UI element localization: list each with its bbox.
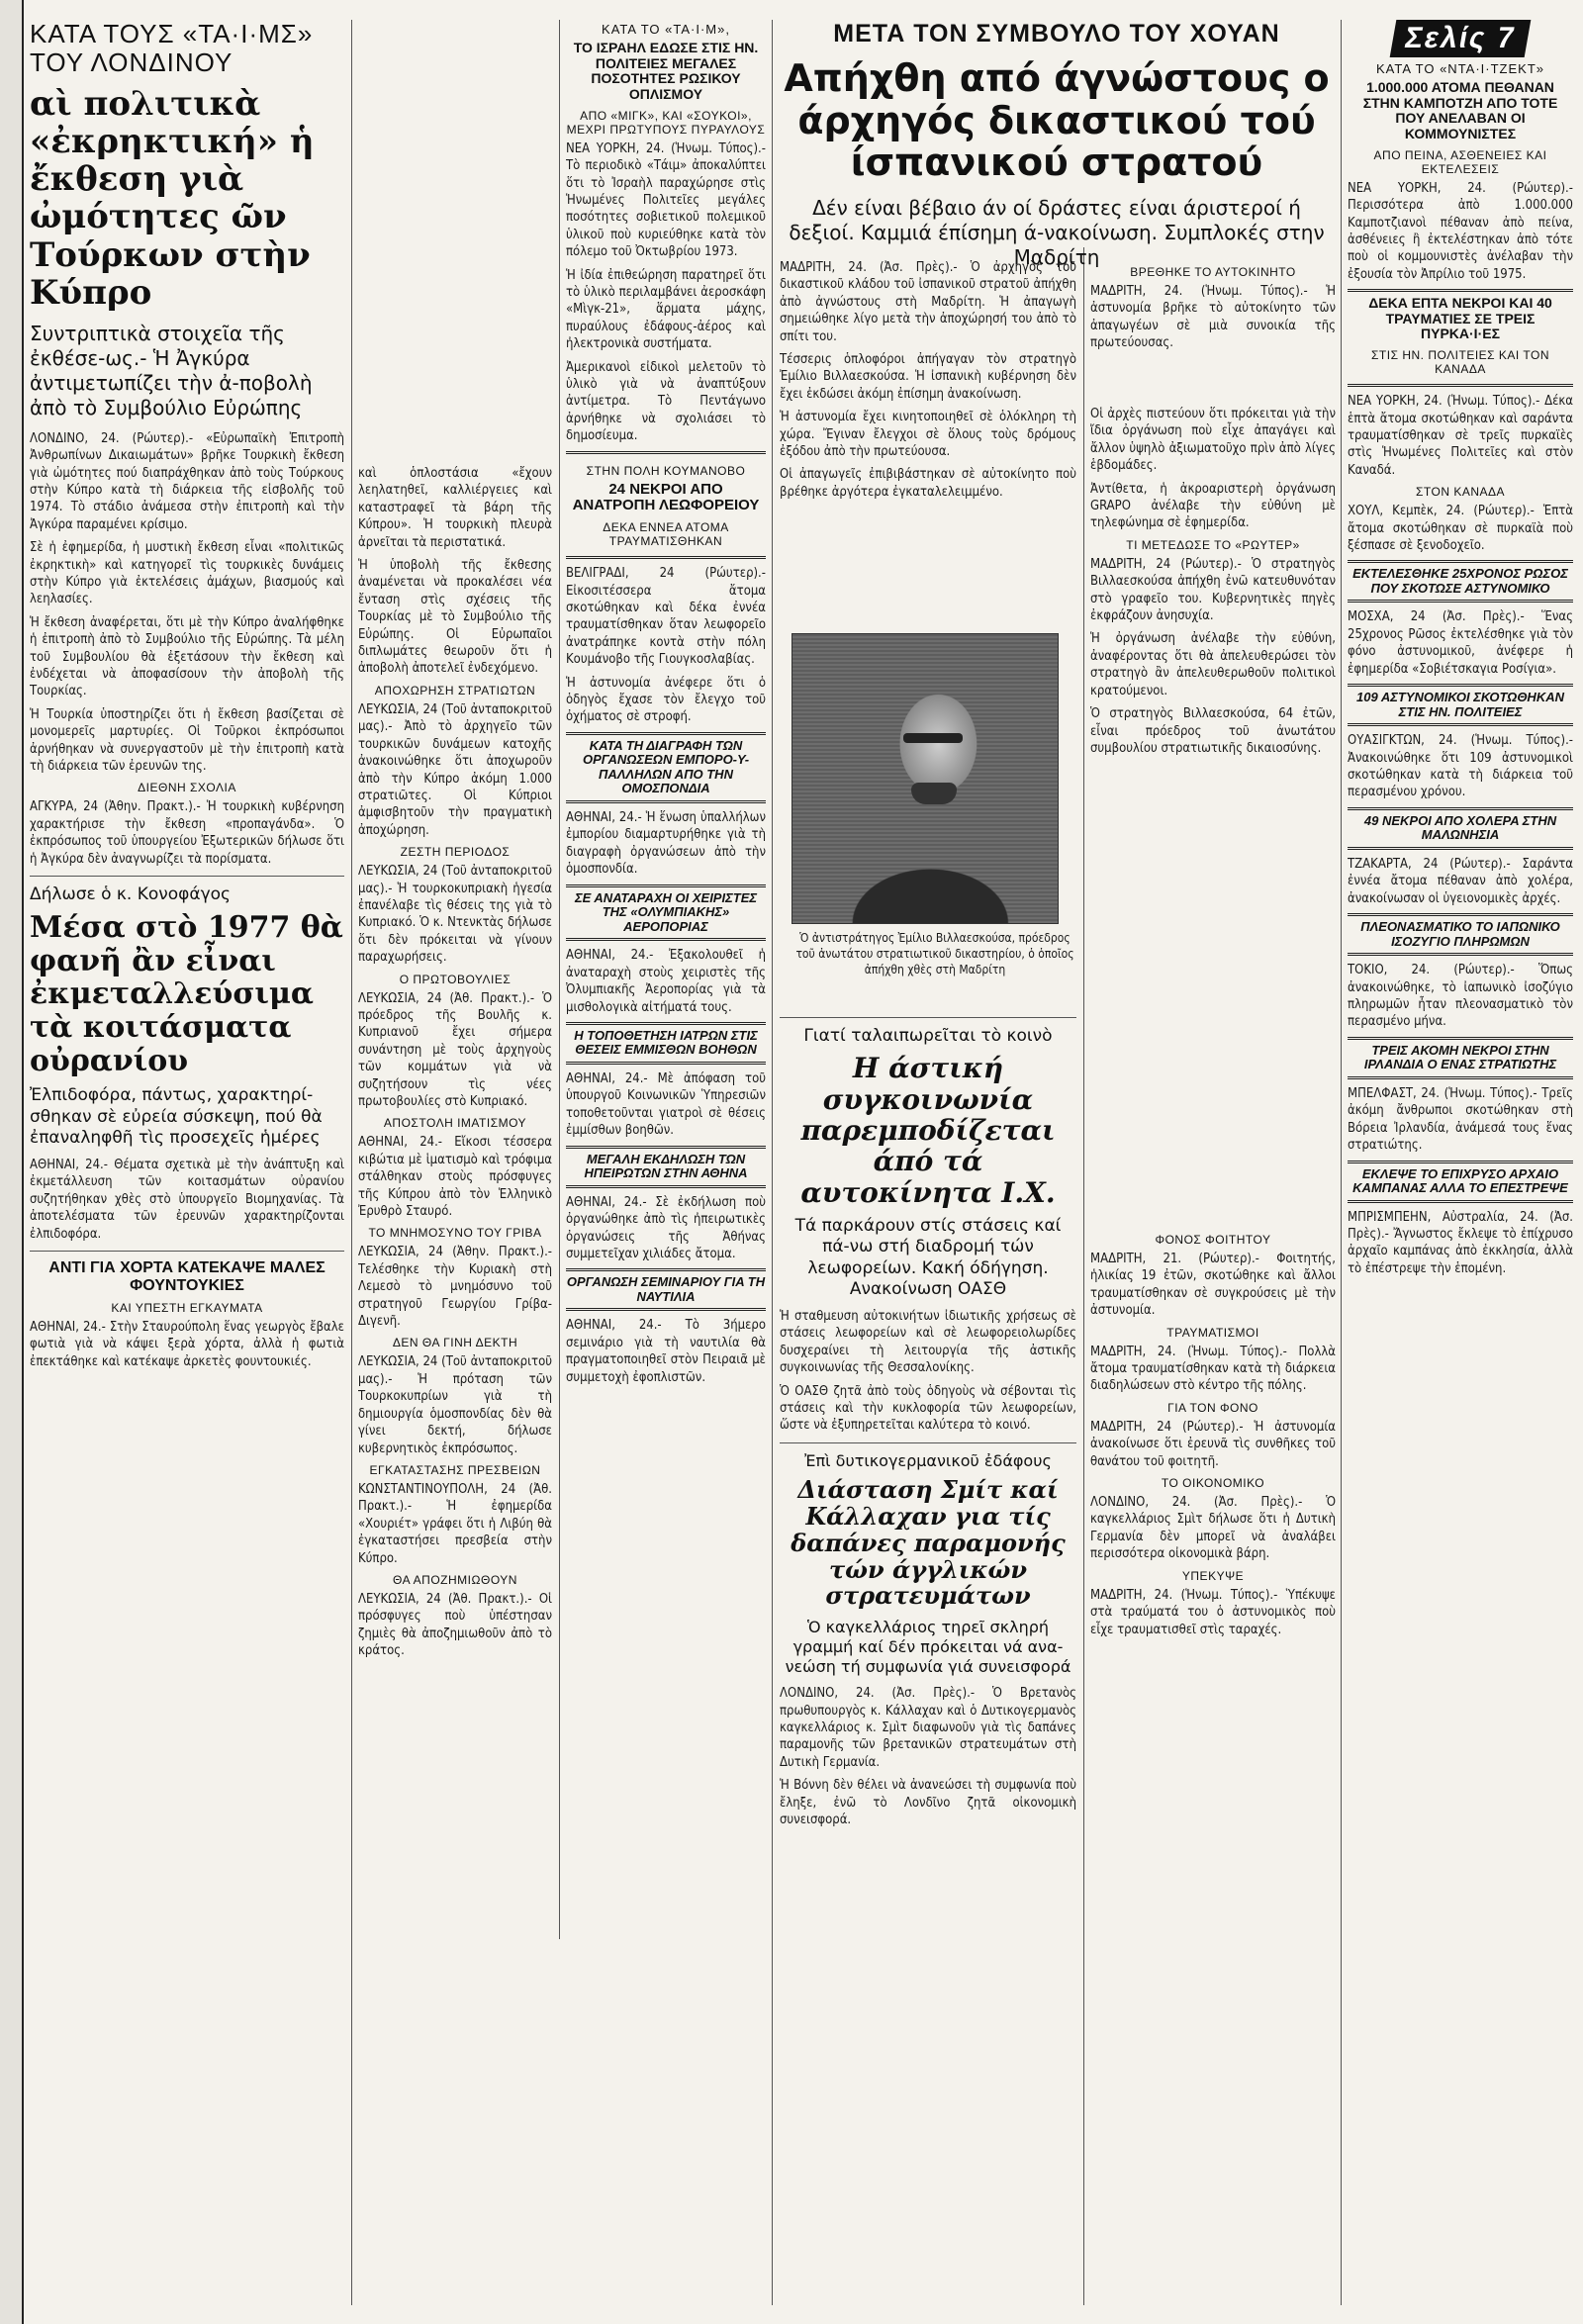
article-body: ΑΘΗΝΑΙ, 24.- Ἐξακολουθεῖ ἡ ἀναταραχὴ στοὺς χειριστὲς τῆς Ὀλυμπιακῆς Ἀεροπορίας γιὰ τὰ μισθολογικὰ αἰτήματά τους.	[566, 948, 766, 1015]
section-subhead: ΒΡΕΘΗΚΕ ΤΟ ΑΥΤΟΚΙΝΗΤΟ	[1130, 265, 1296, 279]
divider	[30, 1251, 344, 1252]
news-brief	[566, 1022, 766, 1065]
article-kicker: Ἐπὶ δυτικογερμανικοῦ ἐδάφους	[804, 1450, 1052, 1470]
article-body: ΜΑΔΡΙΤΗ, 24 (Ρώυτερ).- Ἡ ἀστυνομία ἀνακοίνωσε ὅτι ἐρευνᾶ τὶς συνθῆκες τοῦ θανάτου τοῦ φοιτητῆ.	[1090, 1419, 1336, 1469]
article-headline: Η άστική συγκοινωνία παρεμποδίζεται άπό τά αυτοκίνητα Ι.Χ.	[800, 1052, 1056, 1209]
article-body: Ἡ Τουρκία ὑποστηρίζει ὅτι ἡ ἔκθεση βασίζεται σὲ μονομερεῖς μαρτυρίες. Οἱ Τοῦρκοι ἐκπρόσωποι ἀρνήθηκαν νὰ συνεργαστοῦν μὲ τὴν ἐπιτροπὴ κατὰ τὴ διάρκεια τῶν ἐρευνῶν της.	[30, 706, 344, 774]
news-brief	[566, 1268, 766, 1311]
article-deck: Ὁ καγκελλάριος τηρεῖ σκληρή γραμμή καί δέν πρόκειται νά ανα-νεώση τή συμφωνία γιά συνεισφορά	[785, 1618, 1071, 1677]
article-body: Ὁ ΟΑΣΘ ζητᾶ ἀπὸ τοὺς ὁδηγοὺς νὰ σέβονται τὶς στάσεις καὶ τὴν κυκλοφορία τῶν λεωφορείων, ὥστε νὰ ἐξυπηρετεῖται καλύτερα τὸ κοινό.	[780, 1383, 1076, 1434]
news-brief	[566, 732, 766, 803]
section-subhead: ΣΤΗΝ ΠΟΛΗ ΚΟΥΜΑΝΟΒΟ	[586, 463, 746, 478]
article-body: ΜΑΔΡΙΤΗ, 24. (Ἡνωμ. Τύπος).- Ὑπέκυψε στὰ τραύματά του ὁ ἀστυνομικὸς ποὺ εἶχε τραυματισθεῖ στὶς ταραχές.	[1090, 1587, 1336, 1637]
section-subhead: ΔΙΕΘΝΗ ΣΧΟΛΙΑ	[138, 781, 236, 795]
column-rule	[1083, 247, 1084, 2305]
section-subhead: ΥΠΕΚΥΨΕ	[1181, 1568, 1245, 1583]
article-body: καὶ ὁπλοστάσια «ἔχουν λεηλατηθεῖ, καλλιέργειες καὶ καταστραφεῖ τὰ βάρη τῆς Κύπρου». Ἡ τουρκικὴ πλευρὰ ἀρνεῖται τὰ περιστατικά.	[358, 466, 552, 550]
article-body: Ὁ στρατηγὸς Βιλλαεσκούσα, 64 ἐτῶν, εἶναι πρόεδρος τοῦ ἀνωτάτου συμβουλίου στρατιωτικῆς δικαιοσύνης.	[1090, 706, 1336, 756]
article-headline: 49 ΝΕΚΡΟΙ ΑΠΟ ΧΟΛΕΡΑ ΣΤΗΝ ΜΑΛΩΝΗΣΙΑ	[1363, 812, 1557, 843]
article-body: Σὲ ἡ ἐφημερίδα, ἡ μυστικὴ ἔκθεση εἶναι «πολιτικῶς ἐκρηκτικὴ» καὶ κατηγορεῖ τὶς τουρκικὲς δυνάμεις στὴν Κύπρο γιὰ ἐκτελέσεις ἀμάχων, βιασμούς καὶ λεηλασίες.	[30, 540, 344, 607]
section-subhead: ΑΠΟ «ΜΙΓΚ», ΚΑΙ «ΣΟΥΚΟΙ», ΜΕΧΡΙ ΠΡΩΤΥΠΟΥΣ ΠΥΡΑΥΛΟΥΣ	[566, 108, 766, 137]
photo-block	[792, 633, 1078, 983]
column-1	[30, 20, 344, 2315]
news-brief	[1348, 1161, 1573, 1203]
article-body: Ἡ ὑποβολὴ τῆς ἔκθεσης ἀναμένεται νὰ προκαλέσει νέα ἔνταση στὶς σχέσεις τῆς Τουρκίας μὲ τὸ Συμβούλιο τῆς Εὐρώπης. Οἱ Εὐρωπαῖοι διπλωμάτες θεωροῦν ὅτι ἡ ἀποβολὴ ἀποτελεῖ ἐνδεχόμενο.	[358, 558, 552, 677]
column-2	[358, 465, 552, 2305]
article-kicker: ΜΕΤΑ ΤΟΝ ΣΥΜΒΟΥΛΟ ΤΟΥ ΧΟΥΑΝ	[833, 20, 1280, 47]
article-body: ΑΘΗΝΑΙ, 24.- Σὲ ἐκδήλωση ποὺ ὀργανώθηκε ἀπὸ τὶς ἠπειρωτικὲς ὀργανώσεις τῆς Ἀθήνας συμμετεῖχαν χιλιάδες ἄτομα.	[566, 1194, 766, 1261]
article-headline: ΑΝΤΙ ΓΙΑ ΧΟΡΤΑ ΚΑΤΕΚΑΨΕ ΜΑΛΕΣ ΦΟΥΝΤΟΥΚΙΕΣ	[48, 1259, 326, 1294]
article-body: Ἡ ἀστυνομία ἀνέφερε ὅτι ὁ ὁδηγὸς ἔχασε τὸν ἔλεγχο τοῦ ὀχήματος σὲ στροφή.	[566, 675, 766, 725]
article-body: ΑΘΗΝΑΙ, 24.- Στὴν Σταυρούπολη ἕνας γεωργὸς ἔβαλε φωτιὰ γιὰ νὰ κάψει ξερὰ χόρτα, ἀλλὰ ἡ φωτιὰ ἐπεκτάθηκε καὶ κατέκαψε ἀρκετὲς φουντουκιές.	[30, 1319, 344, 1369]
column-rule	[351, 20, 352, 2305]
article-body: ΟΥΑΣΙΓΚΤΩΝ, 24. (Ἡνωμ. Τύπος).- Ἀνακοινώθηκε ὅτι 109 ἀστυνομικοὶ σκοτώθηκαν κατὰ τὴ διάρκεια τοῦ περασμένου χρόνου.	[1348, 733, 1573, 800]
article-body: ΜΑΔΡΙΤΗ, 24. (Ἡνωμ. Τύπος).- Ἡ ἀστυνομία βρῆκε τὸ αὐτοκίνητο τῶν ἀπαγωγέων σὲ μιὰ συνοικία τῆς πρωτεύουσας.	[1090, 284, 1336, 351]
article-headline: Μέσα στὸ 1977 θὰ φανῆ ἂν εἶναι ἐκμεταλλεύσιμα τὰ κοιτάσματα οὐρανίου	[30, 910, 343, 1078]
article-body: ΑΓΚΥΡΑ, 24 (Ἀθην. Πρακτ.).- Ἡ τουρκικὴ κυβέρνηση χαρακτήρισε τὴν ἔκθεση «προπαγάνδα». Ὁ ἐκπρόσωπος τοῦ ὑπουργείου Ἐξωτερικῶν δήλωσε ὅτι ἡ Ἀγκύρα δὲν ἀναγνωρίζει τὰ πορίσματα.	[30, 799, 344, 867]
article-body: ΤΟΚΙΟ, 24. (Ρώυτερ).- Ὅπως ἀνακοινώθηκε, τὸ ἰαπωνικὸ ἰσοζύγιο πληρωμῶν ἦταν πλεονασματικὸ τὸν περασμένο μήνα.	[1348, 963, 1573, 1030]
page-number-badge	[1348, 20, 1573, 57]
article-body: ΛΕΥΚΩΣΙΑ, 24 (Τοῦ ἀνταποκριτοῦ μας).- Ἡ πρόταση τῶν Τουρκοκυπρίων γιὰ τὴ δημιουργία ὁμοσπονδίας δὲν θὰ γίνει δεκτή, δήλωσε κυβερνητικὸς ἐκπρόσωπος.	[358, 1354, 552, 1456]
article-body: ΜΠΕΛΦΑΣΤ, 24. (Ἡνωμ. Τύπος).- Τρεῖς ἀκόμη ἄνθρωποι σκοτώθηκαν στὴ Βόρεια Ἰρλανδία, ἀνάμεσά τους ἕνας στρατιώτης.	[1348, 1085, 1573, 1154]
article-body: Ἡ σταθμευση αὐτοκινήτων ἰδιωτικῆς χρήσεως σὲ στάσεις λεωφορείων καὶ σὲ λεωφορειολωρίδες δυσχεραίνει τὴ λειτουργία τῆς ἀστικῆς συγκοινωνίας τῆς Θεσσαλονίκης.	[780, 1309, 1076, 1376]
section-subhead: ΤΡΑΥΜΑΤΙΣΜΟΙ	[1166, 1325, 1259, 1340]
article-headline: ΚΑΤΑ ΤΗ ΔΙΑΓΡΑΦΗ ΤΩΝ ΟΡΓΑΝΩΣΕΩΝ ΕΜΠΟΡΟ-Υ-ΠΑΛΛΗΛΩΝ ΑΠΟ ΤΗΝ ΟΜΟΣΠΟΝΔΙΑ	[582, 737, 750, 796]
section-subhead: ΤΟ ΜΝΗΜΟΣΥΝΟ ΤΟΥ ΓΡΙΒΑ	[368, 1226, 542, 1241]
article-body: ΛΟΝΔΙΝΟ, 24. (Ἀσ. Πρὲς).- Ὁ καγκελλάριος Σμὶτ δήλωσε ὅτι ἡ Δυτικὴ Γερμανία δὲν μπορεῖ νὰ ἀναλάβει περισσότερα οἰκονομικὰ βάρη.	[1090, 1495, 1336, 1562]
article-body: ΜΑΔΡΙΤΗ, 24 (Ρώυτερ).- Ὁ στρατηγὸς Βιλλαεσκούσα ἀπήχθη ἐνῶ κατευθυνόταν στὸ γραφεῖο του. Κυβερνητικὲς πηγὲς ἐκφράζουν ἀνησυχία.	[1090, 556, 1336, 624]
article-body: ΛΕΥΚΩΣΙΑ, 24 (Ἀθην. Πρακτ.).- Τελέσθηκε τὴν Κυριακὴ στὴ Λεμεσὸ τὸ μνημόσυνο τοῦ στρατηγοῦ Γεωργίου Γρίβα-Διγενῆ.	[358, 1245, 552, 1330]
section-subhead: ΤΟ ΟΙΚΟΝΟΜΙΚΟ	[1161, 1476, 1265, 1491]
article-headline: ΠΛΕΟΝΑΣΜΑΤΙΚΟ ΤΟ ΙΑΠΩΝΙΚΟ ΙΣΟΖΥΓΙΟ ΠΛΗΡΩΜΩΝ	[1360, 919, 1560, 949]
section-subhead: ΑΠΟ ΠΕΙΝΑ, ΑΣΘΕΝΕΙΕΣ ΚΑΙ ΕΚΤΕΛΕΣΕΙΣ	[1373, 147, 1547, 176]
column-6	[1348, 20, 1573, 2315]
article-kicker: ΚΑΤΑ ΤΟΥΣ «ΤΑ·Ι·ΜΣ» ΤΟΥ ΛΟΝΔΙΝΟΥ	[30, 20, 314, 78]
article-body: ΛΕΥΚΩΣΙΑ, 24 (Τοῦ ἀνταποκριτοῦ μας).- Ἀπὸ τὸ ἀρχηγεῖο τῶν τουρκικῶν δυνάμεων κατοχῆς ἀνακοινώθηκε ὅτι ἀποχωροῦν ἀπὸ τὴν Κύπρο ἀκόμη 1.000 στρατιῶτες. Οἱ Κύπριοι ἀμφισβητοῦν τὴν πραγματικὴ ἀποχώρηση.	[358, 701, 552, 838]
photo-caption: Ὁ ἀντιστράτηγος Ἐμίλιο Βιλλαεσκούσα, πρόεδρος τοῦ ἀνωτάτου στρατιωτικοῦ δικαστηρίου, ὁ ὁποῖος ἀπήχθη χθὲς στὴ Μαδρίτη	[795, 931, 1074, 977]
article-deck: Δέν είναι βέβαιο άν οί δράστες είναι άριστεροί ή δεξιοί. Καμμιά έπίσημη ά-νακοίνωση. Συμπλοκές στην Μαδρίτη	[789, 195, 1325, 267]
article-headline: αὶ πολιτικὰ «ἐκρηκτική» ἡ ἔκθεση γιὰ ὠμότητες ῶν Τούρκων στὴν Κύπρο	[30, 84, 315, 313]
article-headline: Απήχθη από άγνώστους ο άρχηγός δικαστικού τού ίσπανικού στρατού	[784, 56, 1330, 185]
news-brief	[1348, 289, 1573, 387]
article-headline: 24 ΝΕΚΡΟΙ ΑΠΟ ΑΝΑΤΡΟΠΗ ΛΕΩΦΟΡΕΙΟΥ	[572, 480, 760, 514]
section-subhead: ΔΕΚΑ ΕΝΝΕΑ ΑΤΟΜΑ ΤΡΑΥΜΑΤΙΣΘΗΚΑΝ	[603, 520, 729, 549]
article-body: ΜΑΔΡΙΤΗ, 21. (Ρώυτερ).- Φοιτητής, ἡλικίας 19 ἐτῶν, σκοτώθηκε καὶ ἄλλοι τραυματίσθηκαν σὲ συγκρούσεις μὲ τὴν ἀστυνομία.	[1090, 1252, 1336, 1319]
article-body: Ἡ ἰδία ἐπιθεώρηση παρατηρεῖ ὅτι τὸ ὑλικὸ περιλαμβάνει ἀεροσκάφη «Μὶγκ-21», ἅρματα μάχης, πυραύλους ἐδάφους-ἀέρος καὶ ἠλεκτρονικὰ συστήματα.	[566, 267, 766, 352]
article-body: ΑΘΗΝΑΙ, 24.- Εἴκοσι τέσσερα κιβώτια μὲ ἱματισμὸ καὶ τρόφιμα στάλθηκαν στοὺς πρόσφυγες τῆς Κύπρου ἀπὸ τὸν Ἑλληνικὸ Ἐρυθρὸ Σταυρό.	[358, 1135, 552, 1220]
section-subhead: ΣΤΟΝ ΚΑΝΑΔΑ	[1415, 485, 1506, 500]
article-kicker: ΚΑΤΑ ΤΟ «ΝΤΑ·Ι·ΤΖΕΚΤ»	[1375, 61, 1545, 76]
section-subhead: ΚΑΙ ΥΠΕΣΤΗ ΕΓΚΑΥΜΑΤΑ	[111, 1300, 263, 1315]
column-rule	[559, 20, 560, 1939]
section-subhead: ΣΤΙΣ ΗΝ. ΠΟΛΙΤΕΙΕΣ ΚΑΙ ΤΟΝ ΚΑΝΑΔΑ	[1371, 348, 1549, 377]
section-subhead: ΘΑ ΑΠΟΖΗΜΙΩΘΟΥΝ	[393, 1572, 517, 1587]
article-kicker: Δήλωσε ὁ κ. Κονοφάγος	[30, 884, 232, 905]
article-body: ΑΘΗΝΑΙ, 24.- Ἡ ἕνωση ὑπαλλήλων ἐμπορίου διαμαρτυρήθηκε γιὰ τὴ διαγραφὴ ὀργανώσεων ἀπὸ τὴν ὁμοσπονδία.	[566, 810, 766, 878]
section-subhead: ΑΠΟΧΩΡΗΣΗ ΣΤΡΑΤΙΩΤΩΝ	[374, 683, 536, 697]
section-subhead: ΓΙΑ ΤΟΝ ΦΟΝΟ	[1167, 1400, 1258, 1415]
article-headline: 1.000.000 ΑΤΟΜΑ ΠΕΘΑΝΑΝ ΣΤΗΝ ΚΑΜΠΟΤΖΗ ΑΠΟ ΤΟΤΕ ΠΟΥ ΑΝΕΛΑΒΑΝ ΟΙ ΚΟΜΜΟΥΝΙΣΤΕΣ	[1362, 79, 1558, 142]
article-body: ΛΟΝΔΙΝΟ, 24. (Ρώυτερ).- «Εὐρωπαϊκὴ Ἐπιτροπὴ Ἀνθρωπίνων Δικαιωμάτων» βρῆκε Τουρκικὴ ἔκθεση γιὰ ὠμότητες πού διαπράχθηκαν ἀπὸ τοὺς Τούρκους στὴν Κύπρο κατὰ τὴ διάρκεια τῆς εἰσβολῆς τοῦ 1974. Τὸ στάδιο ἀνάμεσα στὴν ἐπιτροπὴ καὶ τὴν Ἀγκύρα παραμένει κρίσιμο.	[30, 430, 344, 532]
article-headline: Η ΤΟΠΟΘΕΤΗΣΗ ΙΑΤΡΩΝ ΣΤΙΣ ΘΕΣΕΙΣ ΕΜΜΙΣΘΩΝ ΒΟΗΘΩΝ	[574, 1027, 758, 1058]
column-5-mid	[1090, 406, 1336, 999]
article-body: ΜΠΡΙΣΜΠΕΗΝ, Αὐστραλία, 24. (Ἀσ. Πρὲς).- Ἄγνωστος ἔκλεψε τὸ ἐπίχρυσο ἀρχαῖο καμπάνας ἀπὸ ἐκκλησία, ἀλλὰ τὸ ἐπέστρεψε τὴν ἑπομένη.	[1348, 1209, 1573, 1276]
lead-story-header	[780, 20, 1334, 267]
article-body: ΤΖΑΚΑΡΤΑ, 24 (Ρώυτερ).- Σαράντα ἐννέα ἄτομα πέθαναν ἀπὸ χολέρα, ἀνακοίνωσαν οἱ ὑγειονομικὲς ἀρχές.	[1348, 856, 1573, 906]
page-number: Σελίς 7	[1390, 20, 1532, 57]
article-body: Ἡ Βόννη δὲν θέλει νὰ ἀνανεώσει τὴ συμφωνία ποὺ ἔληξε, ἐνῶ τὸ Λονδῖνο ζητᾶ οἰκονομικὴ συνεισφορά.	[780, 1778, 1076, 1828]
article-body: Οἱ ἀπαγωγεῖς ἐπιβιβάστηκαν σὲ αὐτοκίνητο ποὺ βρέθηκε ἀργότερα ἐγκαταλελειμμένο.	[780, 467, 1076, 500]
news-brief	[1348, 560, 1573, 603]
article-body: ΛΕΥΚΩΣΙΑ, 24 (Ἀθ. Πρακτ.).- Ὁ πρόεδρος τῆς Βουλῆς κ. Κυπριανοῦ ἔχει σήμερα συνάντηση μὲ τοὺς ἀρχηγοὺς τῶν κομμάτων γιὰ νὰ συζητήσουν τὶς νέες πρωτοβουλίες στὸ Κυπριακό.	[358, 990, 552, 1109]
portrait-photo	[792, 633, 1059, 924]
section-subhead: Ο ΠΡΩΤΟΒΟΥΛΙΕΣ	[399, 972, 512, 986]
article-body: Ἀντίθετα, ἡ ἀκροαριστερὴ ὀργάνωση GRAPO ἀνέλαβε τὴν εὐθύνη μὲ τηλεφώνημα σὲ ἐφημερίδα.	[1090, 481, 1336, 531]
article-body: ΜΟΣΧΑ, 24 (Ἀσ. Πρὲς).- Ἕνας 25χρονος Ρῶσος ἐκτελέσθηκε γιὰ τὸν φόνο ἀστυνομικοῦ, ἀνέφερε ἡ ἐφημερίδα «Σοβιέτσκαγια Ροσίγια».	[1348, 609, 1573, 677]
article-headline: 109 ΑΣΤΥΝΟΜΙΚΟΙ ΣΚΟΤΩΘΗΚΑΝ ΣΤΙΣ ΗΝ. ΠΟΛΙΤΕΙΕΣ	[1356, 690, 1564, 719]
article-body: Ἡ ὀργάνωση ἀνέλαβε τὴν εὐθύνη, ἀναφέροντας ὅτι θὰ ἀπελευθερώσει τὸν στρατηγὸ ἂν ἀπελευθερωθοῦν πολιτικοὶ κρατούμενοι.	[1090, 631, 1336, 698]
news-brief	[1348, 1037, 1573, 1079]
article-body: ΝΕΑ ΥΟΡΚΗ, 24. (Ρώυτερ).- Περισσότερα ἀπὸ 1.000.000 Καμποτζιανοὶ πέθαναν ἀπὸ πείνα, ἀσθένειες ἢ ἐκτελέστηκαν ἀπὸ τότε ποὺ οἱ κομμουνιστὲς ἀνέλαβαν τὴν ἐξουσία τὸν Ἀπρίλιο τοῦ 1975.	[1348, 180, 1573, 282]
article-headline: Διάσταση Σμίτ καί Κάλλαχαν για τίς δαπάνες παραμονής τών άγγλικών στρατευμάτων	[791, 1474, 1066, 1611]
article-kicker: ΚΑΤΑ ΤΟ «ΤΑ·Ι·Μ»,	[602, 22, 730, 37]
article-deck: Συντριπτικὰ στοιχεῖα τῆς ἐκθέσε-ως.- Ἡ Ἀγκύρα ἀντιμετωπίζει τὴν ἀ-ποβολὴ ἀπὸ τὸ Συμβούλιο Εὐρώπης	[30, 321, 313, 419]
article-body: ΛΟΝΔΙΝΟ, 24. (Ἀσ. Πρὲς).- Ὁ Βρετανὸς πρωθυπουργὸς κ. Κάλλαχαν καὶ ὁ Δυτικογερμανὸς καγκελλάριος κ. Σμὶτ διαφωνοῦν γιὰ τὶς δαπάνες παραμονῆς τῶν βρετανικῶν στρατευμάτων στὴ Δυτικὴ Γερμανία.	[780, 1686, 1076, 1770]
section-subhead: ΦΟΝΟΣ ΦΟΙΤΗΤΟΥ	[1155, 1233, 1271, 1247]
article-headline: ΤΡΕΙΣ ΑΚΟΜΗ ΝΕΚΡΟΙ ΣΤΗΝ ΙΡΛΑΝΔΙΑ Ο ΕΝΑΣ ΣΤΡΑΤΙΩΤΗΣ	[1363, 1042, 1557, 1072]
news-brief	[566, 451, 766, 560]
news-brief	[566, 884, 766, 942]
article-body: ΧΟΥΛ, Κεμπὲκ, 24. (Ρώυτερ).- Ἑπτὰ ἄτομα σκοτώθηκαν σὲ πυρκαϊὰ ποὺ ξέσπασε σὲ ξενοδοχεῖο.	[1348, 504, 1573, 553]
column-5-lower	[1090, 1227, 1336, 2305]
article-headline: ΣΕ ΑΝΑΤΑΡΑΧΗ ΟΙ ΧΕΙΡΙΣΤΕΣ ΤΗΣ «ΟΛΥΜΠΙΑΚΗΣ» ΑΕΡΟΠΟΡΙΑΣ	[574, 889, 758, 934]
divider	[30, 876, 344, 877]
news-brief	[1348, 913, 1573, 956]
article-body: ΛΕΥΚΩΣΙΑ, 24 (Ἀθ. Πρακτ.).- Οἱ πρόσφυγες ποὺ ὑπέστησαν ζημιὲς θὰ ἀποζημιωθοῦν ἀπὸ τὸ κράτος.	[358, 1591, 552, 1659]
article-body: ΝΕΑ ΥΟΡΚΗ, 24. (Ἡνωμ. Τύπος).- Δέκα ἑπτὰ ἄτομα σκοτώθηκαν καὶ σαράντα τραυματίσθηκαν σὲ τρεῖς πυρκαϊὲς στὶς Ἡνωμένες Πολιτεῖες καὶ στὸν Καναδά.	[1348, 394, 1573, 478]
section-subhead: ΤΙ ΜΕΤΕΔΩΣΕ ΤΟ «ΡΩΥΤΕΡ»	[1126, 537, 1300, 552]
section-subhead: ΖΕΣΤΗ ΠΕΡΙΟΔΟΣ	[400, 845, 511, 860]
article-body: Οἱ ἀρχὲς πιστεύουν ὅτι πρόκειται γιὰ τὴν ἴδια ὀργάνωση ποὺ εἶχε ἀπαγάγει καὶ ἄλλον ὑψηλὸ ἀξιωματοῦχο πρὶν ἀπὸ λίγες ἑβδομάδες.	[1090, 407, 1336, 474]
article-headline: ΔΕΚΑ ΕΠΤΑ ΝΕΚΡΟΙ ΚΑΙ 40 ΤΡΑΥΜΑΤΙΕΣ ΣΕ ΤΡΕΙΣ ΠΥΡΚΑ·Ι·ΕΣ	[1368, 295, 1552, 342]
article-headline: ΕΚΛΕΨΕ ΤΟ ΕΠΙΧΡΥΣΟ ΑΡΧΑΙΟ ΚΑΜΠΑΝΑΣ ΑΛΛΑ ΤΟ ΕΠΕΣΤΡΕΨΕ	[1352, 1165, 1568, 1196]
article-body: Ἀμερικανοὶ εἰδικοὶ μελετοῦν τὸ ὑλικὸ γιὰ νὰ ἀναπτύξουν ἀντίμετρα. Τὸ Πεντάγωνο ἀρνήθηκε νὰ σχολιάσει τὸ δημοσίευμα.	[566, 359, 766, 444]
column-rule	[1341, 20, 1342, 2305]
article-body: ΚΩΝΣΤΑΝΤΙΝΟΥΠΟΛΗ, 24 (Ἀθ. Πρακτ.).- Ἡ ἐφημερίδα «Χουριέτ» γράφει ὅτι ἡ Λιβύη θὰ ἐγκαταστήσει πρεσβεία στὴν Κύπρο.	[358, 1481, 552, 1566]
article-deck: Τά παρκάρουν στίς στάσεις καί πά-νω στή διαδρομή τών λεωφορείων. Κακή όδήγηση. Ανακοίνωση ΟΑΣΘ	[794, 1216, 1062, 1299]
news-brief	[1348, 684, 1573, 726]
column-3	[566, 20, 766, 2315]
article-body: ΜΑΔΡΙΤΗ, 24. (Ἀσ. Πρὲς).- Ὁ ἀρχηγὸς τοῦ δικαστικοῦ κλάδου τοῦ ἰσπανικοῦ στρατοῦ ἀπήχθη ἀπὸ ἀγνώστους στὴ Μαδρίτη. Ἡ ἀπαγωγὴ σημειώθηκε λίγο μετὰ τὴν ἀποχώρησή του ἀπὸ τὸ σπίτι του.	[780, 260, 1076, 344]
article-body: ΒΕΛΙΓΡΑΔΙ, 24 (Ρώυτερ).- Εἰκοσιτέσσερα ἄτομα σκοτώθηκαν καὶ δέκα ἐννέα τραυματίσθηκαν ὅταν λεωφορεῖο ἀνατράπηκε κοντὰ στὴν πόλη Κουμάνοβο τῆς Γιουγκοσλαβίας.	[566, 566, 766, 668]
article-deck: Ἐλπιδοφόρα, πάντως, χαρακτηρί-σθηκαν σὲ εὐρεία σύσκεψη, πού θὰ ἐπαναληφθῆ τὶς προσεχεῖς ἡμέρες	[30, 1085, 323, 1148]
article-body: ΑΘΗΝΑΙ, 24.- Τὸ 3ήμερο σεμινάριο γιὰ τὴ ναυτιλία θὰ πραγματοποιηθεῖ στὸν Πειραιᾶ μὲ συμμετοχὴ ἐφοπλιστῶν.	[566, 1318, 766, 1385]
divider	[780, 1017, 1076, 1018]
section-subhead: ΑΠΟΣΤΟΛΗ ΙΜΑΤΙΣΜΟΥ	[383, 1116, 527, 1131]
news-brief	[566, 1146, 766, 1188]
article-headline: ΟΡΓΑΝΩΣΗ ΣΕΜΙΝΑΡΙΟΥ ΓΙΑ ΤΗ ΝΑΥΤΙΛΙΑ	[566, 1274, 766, 1304]
divider	[780, 1442, 1076, 1443]
column-rule	[772, 20, 773, 2305]
section-subhead: ΕΓΚΑΤΑΣΤΑΣΗΣ ΠΡΕΣΒΕΙΩΝ	[369, 1462, 541, 1477]
article-kicker: Γιατί ταλαιπωρεῖται τὸ κοινὸ	[803, 1026, 1053, 1046]
article-body: ΜΑΔΡΙΤΗ, 24. (Ἡνωμ. Τύπος).- Πολλὰ ἄτομα τραυματίσθηκαν κατὰ τὴ διάρκεια διαδηλώσεων στὸ κέντρο τῆς πόλης.	[1090, 1344, 1336, 1394]
section-subhead: ΔΕΝ ΘΑ ΓΙΝΗ ΔΕΚΤΗ	[392, 1336, 518, 1350]
article-body: ΑΘΗΝΑΙ, 24.- Θέματα σχετικὰ μὲ τὴν ἀνάπτυξη καὶ ἐκμετάλλευση τῶν κοιτασμάτων οὐρανίου συζητήθηκαν χθὲς στὸ ὑπουργεῖο Βιομηχανίας. Τὰ ἀποτελέσματα τῶν ἐρευνῶν χαρακτηρίζονται ἐλπιδοφόρα.	[30, 1158, 344, 1242]
article-headline: ΜΕΓΑΛΗ ΕΚΔΗΛΩΣΗ ΤΩΝ ΗΠΕΙΡΩΤΩΝ ΣΤΗΝ ΑΘΗΝΑ	[584, 1151, 748, 1181]
article-headline: ΤΟ ΙΣΡΑΗΛ ΕΔΩΣΕ ΣΤΙΣ ΗΝ. ΠΟΛΙΤΕΙΕΣ ΜΕΓΑΛΕΣ ΠΟΣΟΤΗΤΕΣ ΡΩΣΙΚΟΥ ΟΠΛΙΣΜΟΥ	[573, 40, 759, 103]
article-body: ΑΘΗΝΑΙ, 24.- Μὲ ἀπόφαση τοῦ ὑπουργοῦ Κοινωνικῶν Ὑπηρεσιῶν τοποθετοῦνται γιατροὶ σὲ θέσεις ἐμμίσθων βοηθῶν.	[566, 1071, 766, 1139]
article-body: ΛΕΥΚΩΣΙΑ, 24 (Τοῦ ἀνταποκριτοῦ μας).- Ἡ τουρκοκυπριακὴ ἡγεσία ἐπανέλαβε τὶς θέσεις της γιὰ τὸ Κυπριακό. Ὁ κ. Ντενκτὰς δήλωσε ὅτι δὲν πρόκειται νὰ γίνουν παραχωρήσεις.	[358, 864, 552, 966]
article-body: ΝΕΑ ΥΟΡΚΗ, 24. (Ἡνωμ. Τύπος).- Τὸ περιοδικὸ «Τάιμ» ἀποκαλύπτει ὅτι τὸ Ἰσραὴλ παραχώρησε στὶς Ἡνωμένες Πολιτεῖες μεγάλες ποσότητες σοβιετικοῦ πολεμικοῦ ὑλικοῦ ποὺ κυριεύθηκε κατὰ τὸν πόλεμο τοῦ Ὀκτωβρίου 1973.	[566, 140, 766, 260]
news-brief	[1348, 807, 1573, 850]
page-edge	[0, 0, 24, 2324]
article-body: Τέσσερις ὁπλοφόροι ἀπήγαγαν τὸν στρατηγὸ Ἐμίλιο Βιλλαεσκούσα. Ἡ ἰσπανικὴ κυβέρνηση δὲν ἔχει ἐκδώσει ἀκόμη ἐπίσημη ἀνακοίνωση.	[780, 352, 1076, 402]
article-body: Ἡ ἀστυνομία ἔχει κινητοποιηθεῖ σὲ ὁλόκληρη τὴ χώρα. Ἔγιναν ἔλεγχοι σὲ ὅλους τοὺς δρόμους ἐξόδου ἀπὸ τὴν πρωτεύουσα.	[780, 410, 1076, 460]
article-headline: ΕΚΤΕΛΕΣΘΗΚΕ 25ΧΡΟΝΟΣ ΡΩΣΟΣ ΠΟΥ ΣΚΟΤΩΣΕ ΑΣΤΥΝΟΜΙΚΟ	[1352, 566, 1568, 596]
column-4-lower	[780, 1009, 1076, 2305]
article-body: Ἡ ἔκθεση ἀναφέρεται, ὅτι μὲ τὴν Κύπρο ἀναλήφθηκε ἡ ἐπιτροπὴ ἀπὸ τὸ Συμβούλιο τῆς Εὐρώπης. Τὰ μέλη τοῦ Συμβουλίου θὰ ἐξετάσουν τὴν ἔκθεση καὶ ἐνδέχεται νὰ ἀποφασίσουν τὴν ἀποβολὴ τῆς Τουρκίας.	[30, 614, 344, 699]
